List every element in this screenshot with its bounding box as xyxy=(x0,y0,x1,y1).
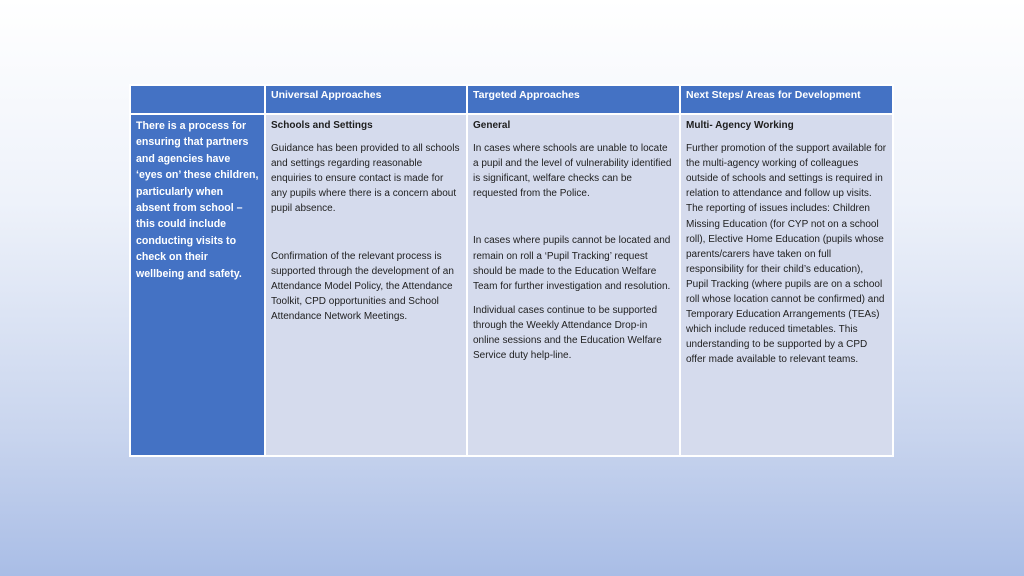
spacer xyxy=(271,217,461,249)
universal-cell xyxy=(265,114,467,456)
targeted-paragraph-1: In cases where schools are unable to locate a pupil and the level of vulnerability identified is significant, welfare checks can be requested from the Police. xyxy=(473,143,672,200)
lead-text: There is a process for ensuring that partners and agencies have ‘eyes on’ these children, particularly when absent from school – this could include conducting visits to check on their wellbeing and safety. xyxy=(136,120,259,280)
targeted-paragraph-3: Individual cases continue to be supported through the Weekly Attendance Drop-in online sessions and the Education Welfare Service duty help-line. xyxy=(473,304,662,362)
table-row xyxy=(130,114,893,456)
lead-cell xyxy=(130,114,265,456)
targeted-title: General xyxy=(473,120,511,131)
next-steps-cell xyxy=(680,114,893,456)
next-steps-title: Multi- Agency Working xyxy=(686,120,794,131)
next-steps-paragraph-1: Further promotion of the support available for the multi-agency working of colleagues outside of schools and settings is required in relation to attendance and follow up visits. The reporting of issues includes: Children Missing Education (for CYP not on a school roll), Elective Home Education (pupils whose parents/carers have taken on full responsibility for their child’s education), Pupil Tracking (where pupils are on a school roll whose location cannot be confirmed) and Temporary Education Arrangements (TEAs) which include reduced timetables. This understanding to be supported by a CPD offer made available to relevant teams. xyxy=(686,143,887,366)
header-targeted-approaches: Targeted Approaches xyxy=(467,85,680,114)
universal-title: Schools and Settings xyxy=(271,120,373,131)
targeted-paragraph-2: In cases where pupils cannot be located and remain on roll a ‘Pupil Tracking’ request should be made to the Education Welfare Team for further investigation and resolution. xyxy=(473,235,671,292)
universal-paragraph-1: Guidance has been provided to all schools and settings regarding reasonable enquiries to ensure contact is made for any pupils where there is a concern about pupil absence. xyxy=(271,143,460,215)
header-corner-cell xyxy=(130,85,265,114)
spacer xyxy=(473,294,674,303)
universal-paragraph-2: Confirmation of the relevant process is supported through the development of an Attendance Model Policy, the Attendance Toolkit, CPD opportunities and School Attendance Network Meetings. xyxy=(271,250,454,322)
approaches-table xyxy=(129,84,894,457)
header-next-steps: Next Steps/ Areas for Development xyxy=(680,85,893,114)
targeted-cell xyxy=(467,114,680,456)
header-universal-approaches: Universal Approaches xyxy=(265,85,467,114)
spacer xyxy=(473,201,674,233)
table-header-row xyxy=(130,85,893,114)
